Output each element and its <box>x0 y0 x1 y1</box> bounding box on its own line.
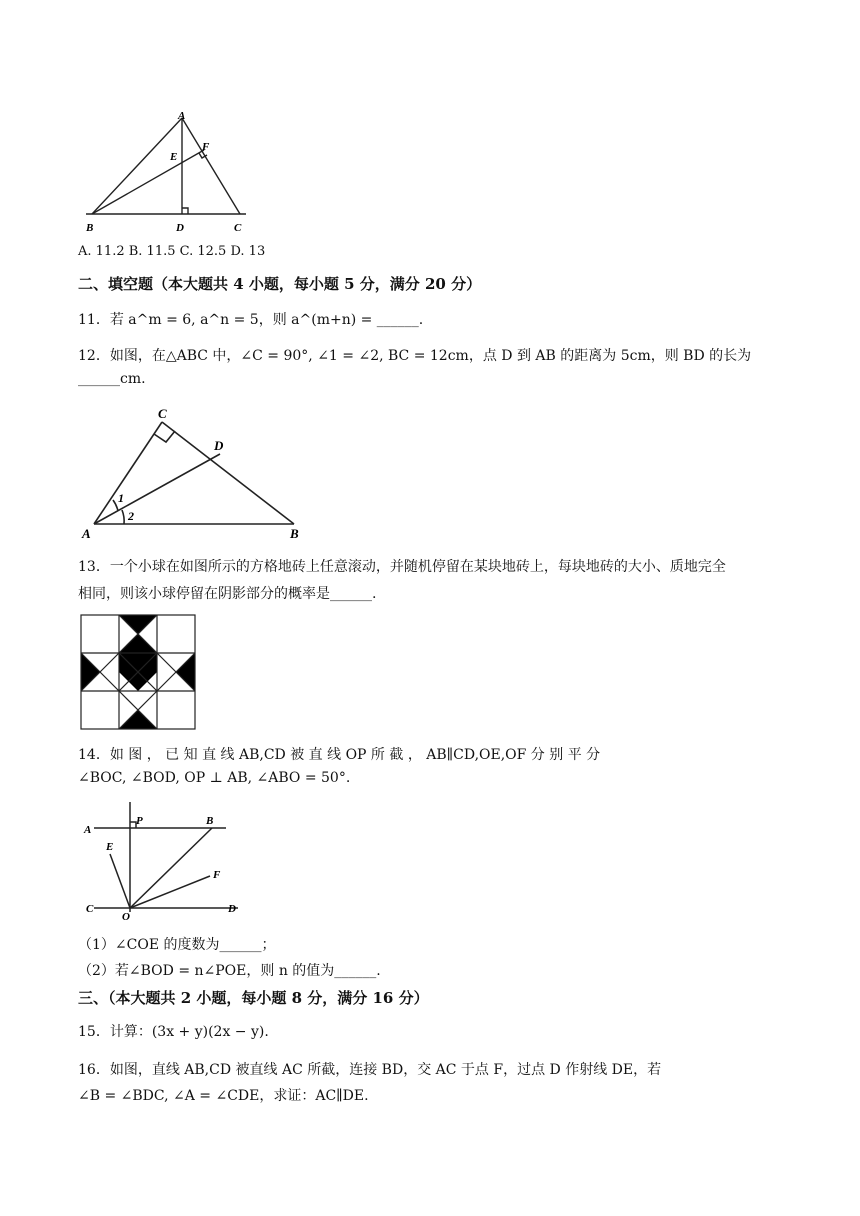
q12-line1 <box>78 345 751 365</box>
q12-label-c: C <box>158 406 167 421</box>
q14-label-c: C <box>86 903 94 915</box>
q13-number: 13． <box>78 559 110 575</box>
q12-number: 12． <box>78 348 110 364</box>
q12-label-angle1: 1 <box>118 491 124 505</box>
q15-text: 计算：(3x + y)(2x − y). <box>109 1024 269 1040</box>
q10-label-c: C <box>234 222 242 234</box>
q10-label-e: E <box>170 151 178 163</box>
q12-text-1: 如图，在△ABC 中，∠C = 90°, ∠1 = ∠2, BC = 12cm，点 D 到 AB 的距离为 5cm，则 BD 的长为 <box>109 348 752 364</box>
q14-figure <box>80 800 250 924</box>
q12-line2: ______cm. <box>78 371 146 387</box>
q14-label-d: D <box>228 903 236 915</box>
q16-text-1: 如图，直线 AB,CD 被直线 AC 所截，连接 BD，交 AC 于点 F，过点 D 作射线 DE，若 <box>109 1062 662 1078</box>
section2-heading: 二、填空题（本大题共 4 小题，每小题 5 分，满分 20 分） <box>78 275 482 293</box>
q10-label-a: A <box>178 110 186 122</box>
q16-line2: ∠B = ∠BDC, ∠A = ∠CDE，求证：AC∥DE. <box>78 1088 369 1104</box>
q14-label-a: A <box>84 824 92 836</box>
q14-number: 14． <box>78 747 110 763</box>
q14-label-o: O <box>122 911 130 923</box>
q11-number: 11． <box>78 312 110 328</box>
q12-label-a: A <box>82 526 91 541</box>
q12-figure <box>80 404 308 542</box>
section3-heading: 三、（本大题共 2 小题，每小题 8 分，满分 16 分） <box>78 989 429 1007</box>
q14-label-p: P <box>136 815 143 827</box>
q12-label-angle2: 2 <box>128 509 134 523</box>
q12-label-d: D <box>214 438 224 453</box>
q14-label-e: E <box>106 841 114 853</box>
q16-number: 16． <box>78 1062 110 1078</box>
q10-figure <box>80 108 250 236</box>
q14-label-f: F <box>213 869 221 881</box>
q13-text-1: 一个小球在如图所示的方格地砖上任意滚动，并随机停留在某块地砖上，每块地砖的大小、质地完全 <box>109 559 726 575</box>
q10-label-d: D <box>176 222 184 234</box>
q13-line2: 相同，则该小球停留在阴影部分的概率是______. <box>78 586 377 602</box>
q14-line1 <box>78 744 600 764</box>
q10-label-f: F <box>202 141 210 153</box>
q16-line1 <box>78 1059 661 1079</box>
q14-line2: ∠BOC, ∠BOD, OP ⊥ AB, ∠ABO = 50°. <box>78 770 351 786</box>
q13-tile-grid <box>80 614 196 730</box>
q14-sub2: （2）若∠BOD = n∠POE，则 n 的值为______. <box>78 963 381 979</box>
q10-label-b: B <box>86 222 94 234</box>
q11-text: 若 a^m = 6, a^n = 5，则 a^(m+n) = ______. <box>109 312 424 328</box>
q15 <box>78 1021 269 1041</box>
q14-label-b: B <box>206 815 214 827</box>
q15-number: 15． <box>78 1024 110 1040</box>
q13-line1 <box>78 556 726 576</box>
q10-options: A. 11.2 B. 11.5 C. 12.5 D. 13 <box>78 244 266 259</box>
q14-text-1: 如 图 ， 已 知 直 线 AB,CD 被 直 线 OP 所 截 ， AB∥CD,OE,OF 分 别 平 分 <box>109 747 601 763</box>
q14-sub1: （1）∠COE 的度数为______； <box>78 937 276 953</box>
q12-label-b: B <box>290 526 299 541</box>
q11 <box>78 309 423 329</box>
